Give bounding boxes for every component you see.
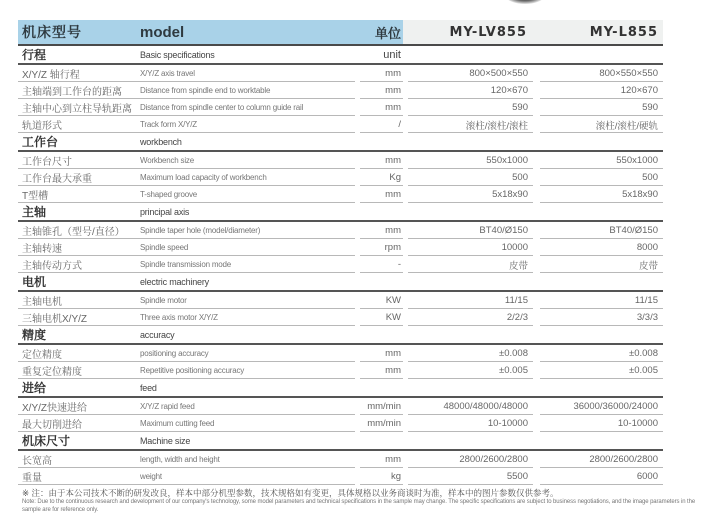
table-header (18, 20, 663, 46)
row-value-model-1: ±0.008 (499, 348, 528, 359)
row-label-en: Spindle motor (140, 296, 187, 305)
table-body (18, 46, 663, 485)
row-value-model-1: 10-10000 (487, 418, 528, 429)
row-label-en: Distance from spindle end to worktable (140, 86, 271, 95)
row-label-cn: 工作台最大承重 (22, 174, 92, 185)
row-label-en: workbench (140, 136, 182, 147)
table-row (18, 309, 663, 326)
row-value-model-2: 皮带 (638, 260, 658, 272)
row-label-cn: T型槽 (22, 191, 49, 202)
row-value-model-2: 8000 (636, 242, 658, 253)
row-label-en: Track form X/Y/Z (140, 120, 197, 129)
row-divider (540, 484, 663, 485)
section-row (18, 46, 663, 65)
row-unit: mm/min (367, 401, 401, 412)
row-value-model-1: 550x1000 (486, 155, 528, 166)
row-unit: KW (385, 312, 401, 323)
table-row (18, 239, 663, 256)
row-label-en: X/Y/Z axis travel (140, 69, 195, 78)
row-label-cn: 最大切削进给 (22, 420, 82, 431)
row-value-model-1: 2800/2600/2800 (459, 454, 528, 465)
row-unit: Kg (389, 172, 401, 183)
row-value-model-2: 590 (642, 102, 658, 113)
row-label-en: accuracy (140, 329, 175, 340)
row-value-model-2: 滚柱/滚柱/硬轨 (595, 120, 658, 132)
row-label-en: Machine size (140, 435, 191, 446)
table-row (18, 451, 663, 468)
row-unit: mm (385, 189, 401, 200)
header-cn-label: 机床型号 (22, 24, 82, 40)
section-row (18, 203, 663, 222)
header-model-1: MY-LV855 (449, 24, 527, 40)
row-label-cn: 主轴转速 (22, 244, 62, 255)
row-unit: kg (390, 471, 401, 482)
footnote-en: Note: Due to the continuous research and development of our company's technology, some model parameters and technical specifications in the sample may change. The specific specifications are subject to business negotiations, and the image parameters in the sample are for reference only. (22, 499, 696, 513)
row-label-cn: X/Y/Z快速进给 (22, 403, 88, 414)
row-value-model-2: 6000 (636, 471, 658, 482)
row-label-cn: 轨道形式 (22, 121, 62, 132)
row-value-model-1: 5x18x90 (492, 189, 528, 200)
row-value-model-2: 3/3/3 (636, 312, 658, 323)
row-label-cn: 主轴中心到立柱导轨距离 (22, 104, 132, 115)
row-unit: mm (385, 68, 401, 79)
row-value-model-2: 36000/36000/24000 (573, 401, 658, 412)
decorative-shadow (505, 0, 545, 4)
table-row (18, 345, 663, 362)
row-unit: KW (385, 295, 401, 306)
row-unit: / (398, 119, 401, 130)
spec-table (18, 20, 663, 485)
section-row (18, 326, 663, 345)
row-label-en: Maximum cutting feed (140, 419, 215, 428)
row-label-cn: 工作台尺寸 (22, 157, 72, 168)
row-label-cn: 主轴端到工作台的距离 (22, 87, 122, 98)
row-unit: mm (385, 365, 401, 376)
row-label-en: weight (140, 472, 162, 481)
row-value-model-2: ±0.008 (629, 348, 658, 359)
row-label-cn: X/Y/Z 轴行程 (22, 70, 80, 81)
row-value-model-2: 500 (642, 172, 658, 183)
row-label-cn: 主轴 (22, 205, 47, 219)
row-value-model-2: 2800/2600/2800 (589, 454, 658, 465)
header-blue-band (18, 20, 403, 44)
row-value-model-1: 2/2/3 (506, 312, 528, 323)
row-value-model-1: 滚柱/滚柱/滚柱 (465, 120, 528, 132)
table-row (18, 468, 663, 485)
row-unit: rpm (384, 242, 401, 253)
row-unit: mm (385, 454, 401, 465)
row-label-en: positioning accuracy (140, 349, 209, 358)
row-label-cn: 重复定位精度 (22, 367, 82, 378)
row-value-model-2: 550x1000 (616, 155, 658, 166)
row-unit: unit (383, 48, 401, 61)
table-row (18, 362, 663, 379)
row-value-model-2: 10-10000 (617, 418, 658, 429)
row-label-en: T-shaped groove (140, 190, 198, 199)
table-row (18, 292, 663, 309)
row-value-model-2: 11/15 (634, 295, 658, 306)
row-value-model-2: 800×550×550 (599, 68, 658, 79)
table-row (18, 398, 663, 415)
row-unit: mm/min (367, 418, 401, 429)
row-label-cn: 重量 (22, 473, 42, 484)
row-label-en: feed (140, 382, 157, 393)
section-row (18, 133, 663, 152)
row-unit: mm (385, 85, 401, 96)
row-label-en: electric machinery (140, 276, 209, 287)
header-model-band (403, 20, 663, 44)
row-divider (18, 484, 355, 485)
row-divider (408, 484, 533, 485)
table-row (18, 65, 663, 82)
table-row (18, 186, 663, 203)
row-label-cn: 长宽高 (22, 456, 52, 467)
row-value-model-2: 120×670 (620, 85, 658, 96)
row-value-model-2: BT40/Ø150 (609, 225, 658, 236)
section-row (18, 273, 663, 292)
row-value-model-2: ±0.005 (629, 365, 658, 376)
table-row (18, 169, 663, 186)
row-value-model-1: 800×500×550 (469, 68, 528, 79)
header-unit-label: 单位 (374, 25, 401, 41)
row-label-en: length, width and height (140, 455, 220, 464)
row-label-en: Maximum load capacity of workbench (140, 173, 267, 182)
row-label-en: principal axis (140, 206, 190, 217)
row-unit: mm (385, 155, 401, 166)
row-divider (360, 484, 403, 485)
row-label-cn: 定位精度 (22, 350, 62, 361)
row-value-model-1: 590 (512, 102, 528, 113)
row-label-cn: 机床尺寸 (22, 434, 71, 448)
row-label-en: Spindle transmission mode (140, 260, 232, 269)
table-row (18, 256, 663, 273)
row-label-en: Workbench size (140, 156, 194, 165)
row-value-model-1: 500 (512, 172, 528, 183)
row-value-model-1: BT40/Ø150 (479, 225, 528, 236)
footnote (22, 488, 702, 514)
row-value-model-2: 5x18x90 (622, 189, 658, 200)
row-label-en: X/Y/Z rapid feed (140, 402, 195, 411)
row-label-en: Distance from spindle center to column guide rail (140, 103, 304, 112)
row-value-model-1: 48000/48000/48000 (443, 401, 528, 412)
row-value-model-1: 5500 (506, 471, 528, 482)
row-label-cn: 精度 (22, 328, 47, 342)
row-label-cn: 工作台 (22, 135, 59, 149)
row-unit: mm (385, 225, 401, 236)
table-row (18, 222, 663, 239)
row-value-model-1: 皮带 (508, 260, 528, 272)
row-unit: mm (385, 348, 401, 359)
table-row (18, 82, 663, 99)
row-label-cn: 三轴电机X/Y/Z (22, 314, 88, 325)
table-row (18, 152, 663, 169)
row-value-model-1: ±0.005 (499, 365, 528, 376)
row-label-cn: 电机 (22, 275, 47, 289)
row-label-en: Spindle speed (140, 243, 189, 252)
row-value-model-1: 10000 (501, 242, 528, 253)
row-value-model-1: 120×670 (490, 85, 528, 96)
section-row (18, 379, 663, 398)
row-unit: mm (385, 102, 401, 113)
row-label-en: Spindle taper hole (model/diameter) (140, 226, 261, 235)
table-row (18, 415, 663, 432)
header-model-2: MY-L855 (589, 24, 658, 40)
table-row (18, 99, 663, 116)
row-label-en: Basic specifications (140, 49, 215, 60)
row-value-model-1: 11/15 (504, 295, 528, 306)
footnote-cn: ※ 注：由于本公司技术不断的研发改良，样本中部分机型参数，技术规格如有变更，具体规格以业务商谈时为准，样本中的图片参数仅供参考。 (22, 488, 559, 498)
row-unit: - (397, 259, 401, 270)
row-label-en: Repetitive positioning accuracy (140, 366, 245, 375)
row-label-cn: 主轴锥孔（型号/直径） (22, 227, 125, 238)
row-label-cn: 行程 (22, 48, 47, 62)
table-row (18, 116, 663, 133)
section-row (18, 432, 663, 451)
row-label-cn: 主轴传动方式 (22, 261, 82, 272)
header-en-label: model (140, 23, 185, 41)
row-label-en: Three axis motor X/Y/Z (140, 313, 218, 322)
row-label-cn: 主轴电机 (22, 297, 62, 308)
row-label-cn: 进给 (22, 381, 47, 395)
